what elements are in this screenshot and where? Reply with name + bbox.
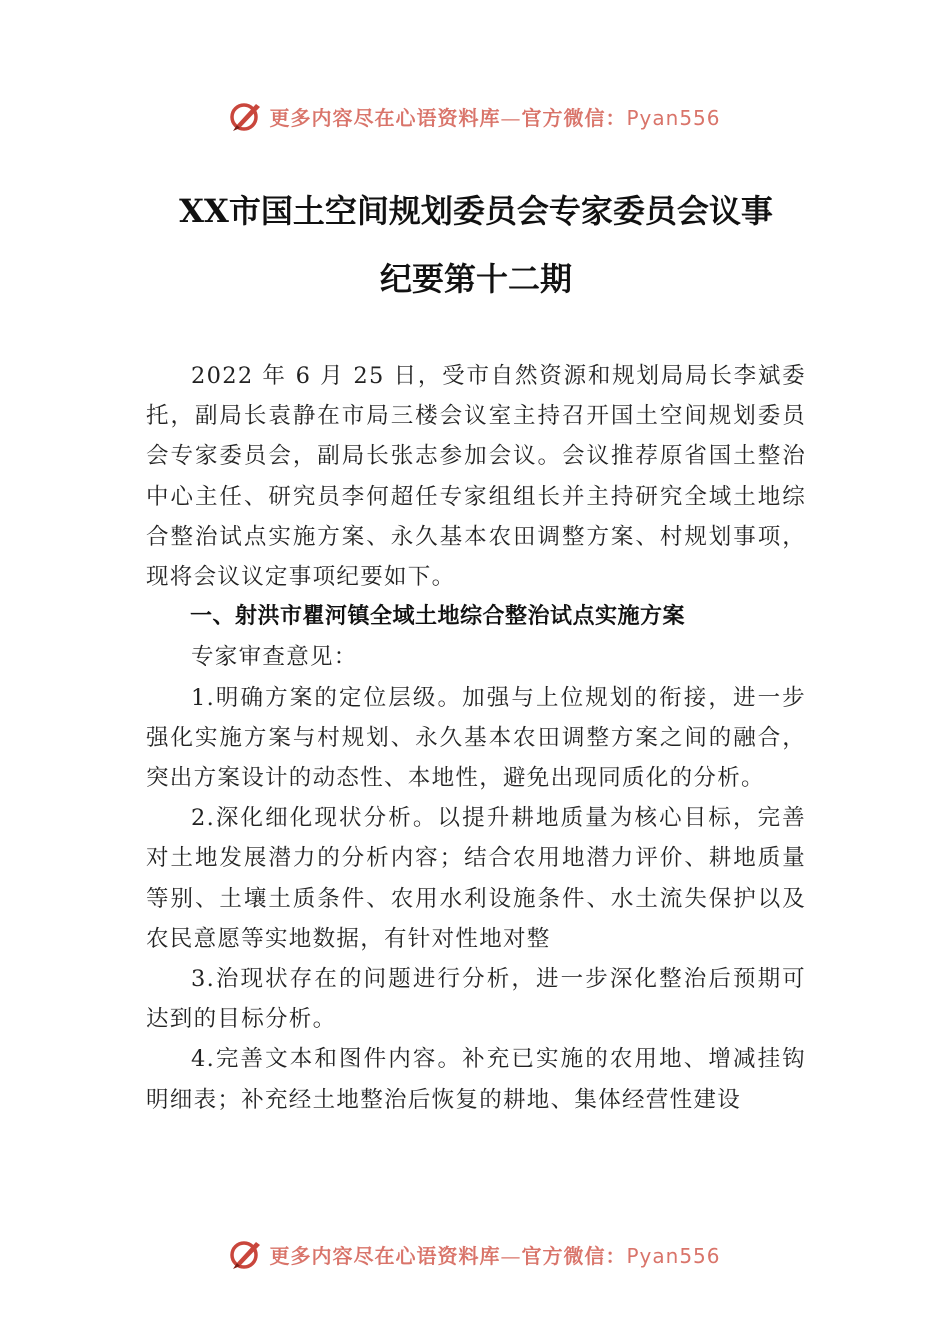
intro-paragraph: 2022 年 6 月 25 日，受市自然资源和规划局局长李斌委托，副局长袁静在市局三楼会议室主持召开国土空间规划委员会专家委员会，副局长张志参加会议。会议推荐原省国土整治中心主任、研究员李何超任专家组组长并主持研究全域土地综合整治试点实施方案、永久基本农田调整方案、村规划事项，现将会议议定事项纪要如下。 [146,363,806,591]
opinion-item-3: 3.治现状存在的问题进行分析，进一步深化整治后预期可达到的目标分析。 [146,966,806,1033]
document-title-line2: 纪要第十二期 [379,260,572,298]
document-title-line1: XX市国土空间规划委员会专家委员会议事 [179,192,773,230]
pen-logo-icon [229,1237,263,1271]
section-heading: 一、射洪市瞿河镇全域土地综合整治试点实施方案 [190,604,686,630]
watermark-text: 更多内容尽在心语资料库—官方微信：Pyan556 [269,105,721,130]
watermark-text: 更多内容尽在心语资料库—官方微信：Pyan556 [269,1243,721,1268]
opinion-item-1: 1.明确方案的定位层级。加强与上位规划的衔接，进一步强化实施方案与村规划、永久基本农田调整方案之间的融合，突出方案设计的动态性、本地性，避免出现同质化的分析。 [146,684,806,792]
document-body [146,356,806,1120]
watermark-footer [0,1234,950,1274]
pen-logo-icon [229,99,263,133]
subheading-paragraph: 专家审查意见： [191,644,358,671]
opinion-item-2: 2.深化细化现状分析。以提升耕地质量为核心目标，完善对土地发展潜力的分析内容；结合农用地潜力评价、耕地质量等别、土壤土质条件、农用水利设施条件、水土流失保护以及农民意愿等实地数据，有针对性地对整 [146,805,806,952]
watermark-header [0,96,950,136]
opinion-item-4: 4.完善文本和图件内容。补充已实施的农用地、增减挂钩明细表；补充经土地整治后恢复的耕地、集体经营性建设 [146,1046,806,1113]
